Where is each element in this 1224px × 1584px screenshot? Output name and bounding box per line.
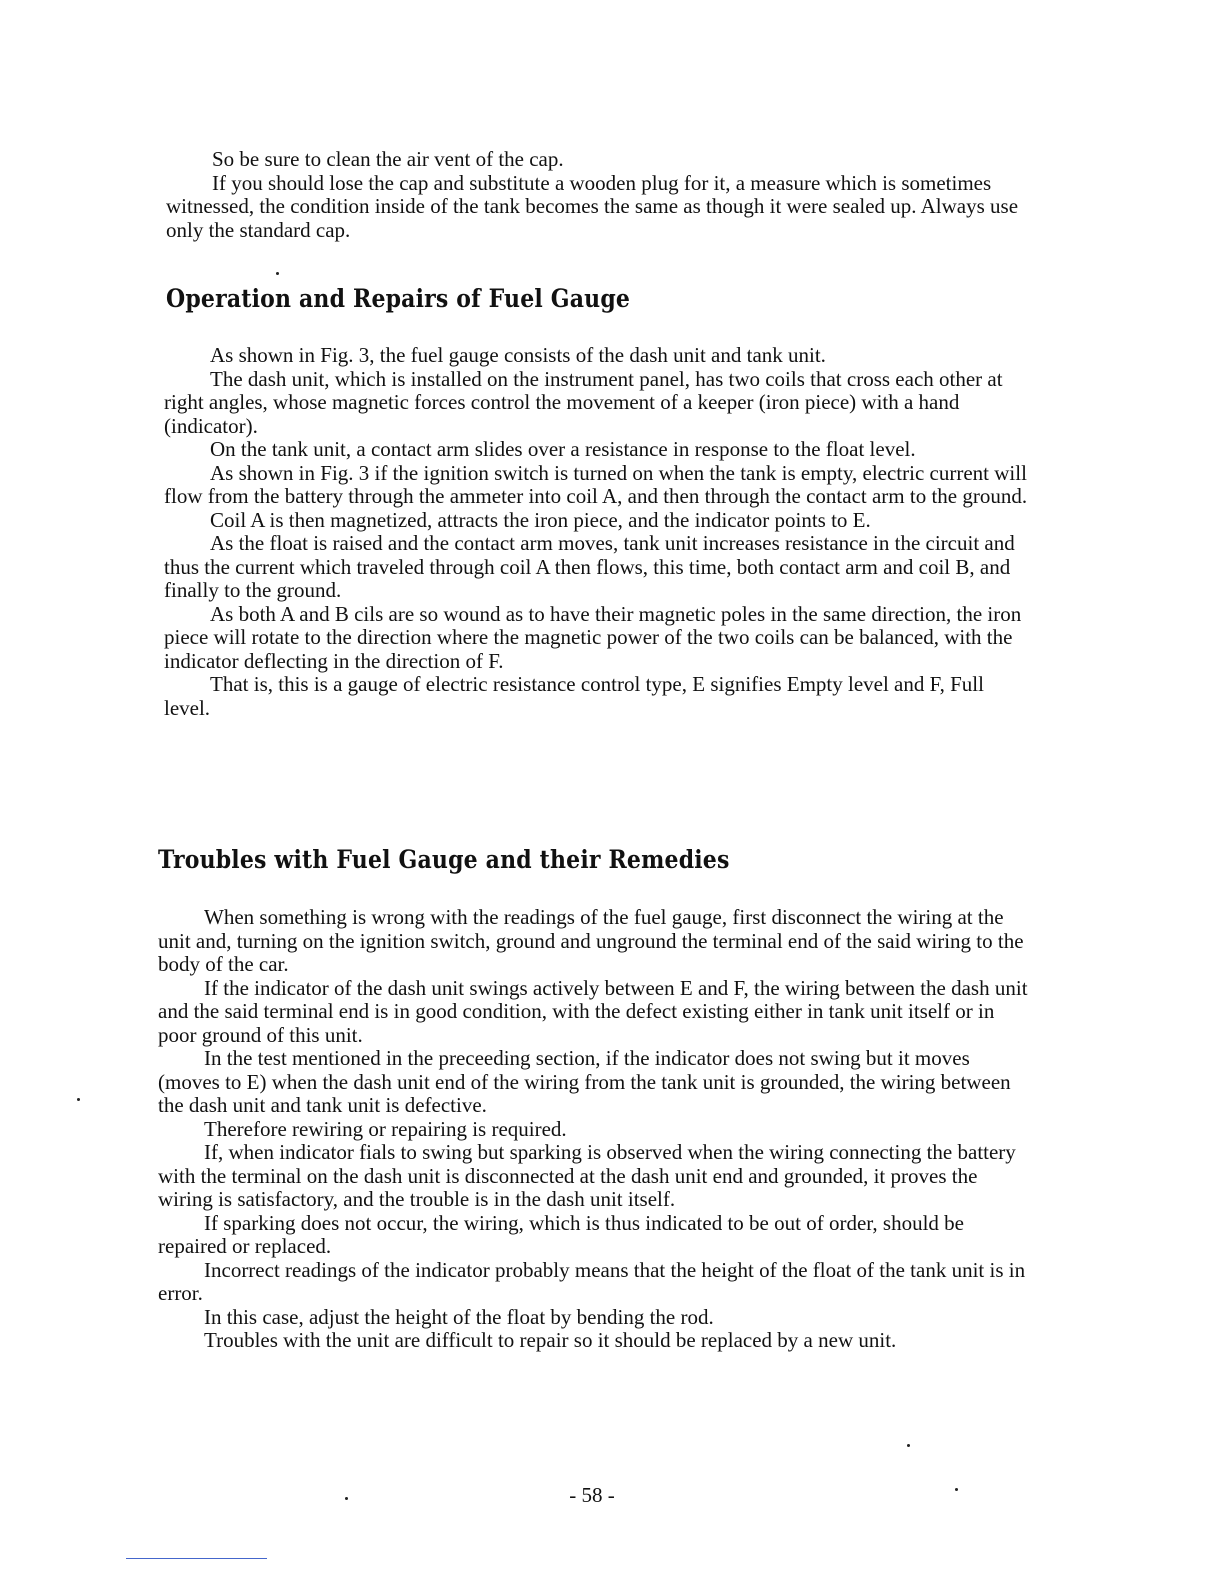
paragraph: On the tank unit, a contact arm slides over a resistance in response to the float level. (210, 437, 916, 461)
scan-speck (77, 1098, 80, 1101)
page-number: - 58 - (569, 1483, 615, 1507)
section-body-fuel-gauge-operation (164, 344, 1032, 720)
paragraph: Troubles with the unit are difficult to repair so it should be replaced by a new unit. (204, 1328, 897, 1352)
scan-speck (276, 272, 279, 275)
paragraph: Incorrect readings of the indicator probably means that the height of the float of the tank unit is in error. (158, 1257, 1026, 1305)
scan-speck (955, 1488, 958, 1491)
paragraph: In the test mentioned in the preceeding section, if the indicator does not swing but it moves (moves to E) when the dash unit end of the wiring from the tank unit is grounded, the wiring between the dash unit and tank unit is defective. (158, 1046, 1011, 1117)
intro-text (166, 148, 1034, 242)
paragraph: If sparking does not occur, the wiring, which is thus indicated to be out of order, should be repaired or replaced. (158, 1210, 964, 1258)
paragraph: Coil A is then magnetized, attracts the iron piece, and the indicator points to E. (210, 507, 871, 532)
paragraph: As shown in Fig. 3 if the ignition switch is turned on when the tank is empty, electric current will flow from the battery through the ammeter into coil A, and then through the contact arm to the ground. (164, 460, 1028, 508)
section-heading-fuel-gauge-operation: Operation and Repairs of Fuel Gauge (166, 284, 631, 313)
paragraph: If the indicator of the dash unit swings actively between E and F, the wiring between the dash unit and the said terminal end is in good condition, with the defect existing either in tank unit itself or in poor ground of this unit. (158, 975, 1028, 1047)
section-heading-fuel-gauge-troubles: Troubles with Fuel Gauge and their Remedies (158, 845, 730, 874)
paragraph: In this case, adjust the height of the float by bending the rod. (204, 1304, 714, 1329)
paragraph: If you should lose the cap and substitute a wooden plug for it, a measure which is sometimes witnessed, the condition inside of the tank becomes the same as though it were sealed up. Always use only the standard cap. (166, 170, 1019, 242)
paragraph: If, when indicator fials to swing but sparking is observed when the wiring connecting the battery with the terminal on the dash unit is disconnected at the dash unit end and grounded, it proves the wiring is satisfactory, and the trouble is in the dash unit itself. (158, 1140, 1016, 1211)
footer-rule (126, 1558, 267, 1559)
paragraph: Therefore rewiring or repairing is required. (204, 1116, 567, 1141)
scan-speck (345, 1497, 348, 1500)
section-body-fuel-gauge-troubles (158, 906, 1034, 1353)
paragraph: The dash unit, which is installed on the instrument panel, has two coils that cross each other at right angles, whose magnetic forces control the movement of a keeper (iron piece) with a hand (indicator). (164, 366, 1003, 438)
paragraph: As both A and B cils are so wound as to have their magnetic poles in the same direction, the iron piece will rotate to the direction where the magnetic power of the two coils can be balanced, with the indicator deflecting in the direction of F. (164, 601, 1022, 673)
paragraph: So be sure to clean the air vent of the cap. (212, 147, 564, 171)
paragraph: That is, this is a gauge of electric resistance control type, E signifies Empty level and F, Full level. (164, 672, 984, 720)
paragraph: As the float is raised and the contact arm moves, tank unit increases resistance in the circuit and thus the current which traveled through coil A then flows, this time, both contact arm and coil B, and finally to the ground. (164, 531, 1015, 602)
paragraph: When something is wrong with the readings of the fuel gauge, first disconnect the wiring at the unit and, turning on the ignition switch, ground and unground the terminal end of the said wiring to the body of the car. (158, 905, 1024, 976)
scan-speck (907, 1444, 910, 1447)
paragraph: As shown in Fig. 3, the fuel gauge consists of the dash unit and tank unit. (210, 343, 826, 367)
